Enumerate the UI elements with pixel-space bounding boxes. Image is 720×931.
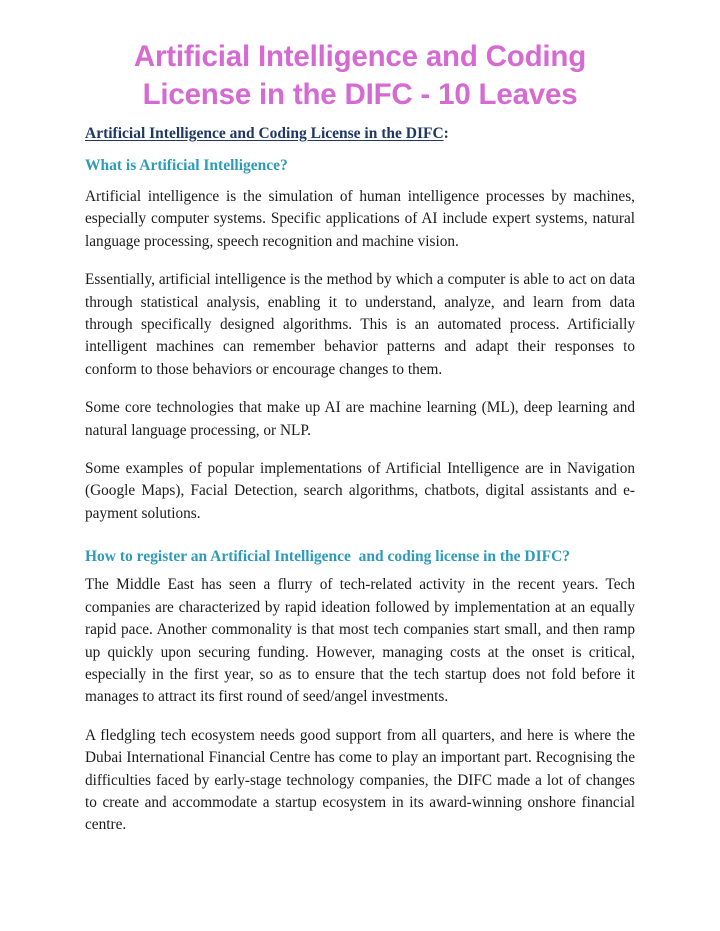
document-content [85, 38, 635, 837]
page-title-line-2: License in the DIFC - 10 Leaves [142, 78, 578, 111]
lead-heading-colon: : [443, 125, 449, 142]
section-heading-what-is-ai: What is Artificial Intelligence? [85, 157, 288, 174]
paragraph: A fledgling tech ecosystem needs good support from all quarters, and here is where the Dubai International Financial Centre has come to play an important part. Recognising the difficulties faced by early-stage technology companies, the DIFC made a lot of changes to create and accommodate a startup ecosystem in its award-winning onshore financial centre. [85, 726, 635, 834]
paragraph: Essentially, artificial intelligence is the method by which a computer is able to act on data through statistical analysis, enabling it to understand, analyze, and learn from data through specifically designed algorithms. This is an automated process. Artificially intelligent machines can remember behavior patterns and adapt their responses to conform to those behaviors or encourage changes to them. [85, 271, 635, 378]
lead-heading-text: Artificial Intelligence and Coding License in the DIFC [85, 125, 444, 142]
paragraph: The Middle East has seen a flurry of tech-related activity in the recent years. Tech companies are characterized by rapid ideation followed by implementation at an equally rapid pace. Another commonality is that most tech companies start small, and then ramp up quickly upon securing funding. However, managing costs at the onset is critical, especially in the first year, so as to ensure that the tech startup does not fold before it manages to attract its first round of seed/angel investments. [85, 576, 635, 706]
paragraph: Artificial intelligence is the simulation of human intelligence processes by machines, especially computer systems. Specific applications of AI include expert systems, natural language processing, speech recognition and machine vision. [85, 188, 635, 250]
section-heading-how-to-register: How to register an Artificial Intelligence and coding license in the DIFC? [85, 548, 571, 566]
page-title-line-1: Artificial Intelligence and Coding [133, 40, 587, 73]
paragraph: Some examples of popular implementations of Artificial Intelligence are in Navigation (Google Maps), Facial Detection, search algorithms, chatbots, digital assistants and e-payment solutions. [85, 460, 635, 522]
paragraph: Some core technologies that make up AI are machine learning (ML), deep learning and natural language processing, or NLP. [85, 399, 635, 439]
page-title [85, 38, 635, 114]
lead-heading [85, 124, 635, 144]
